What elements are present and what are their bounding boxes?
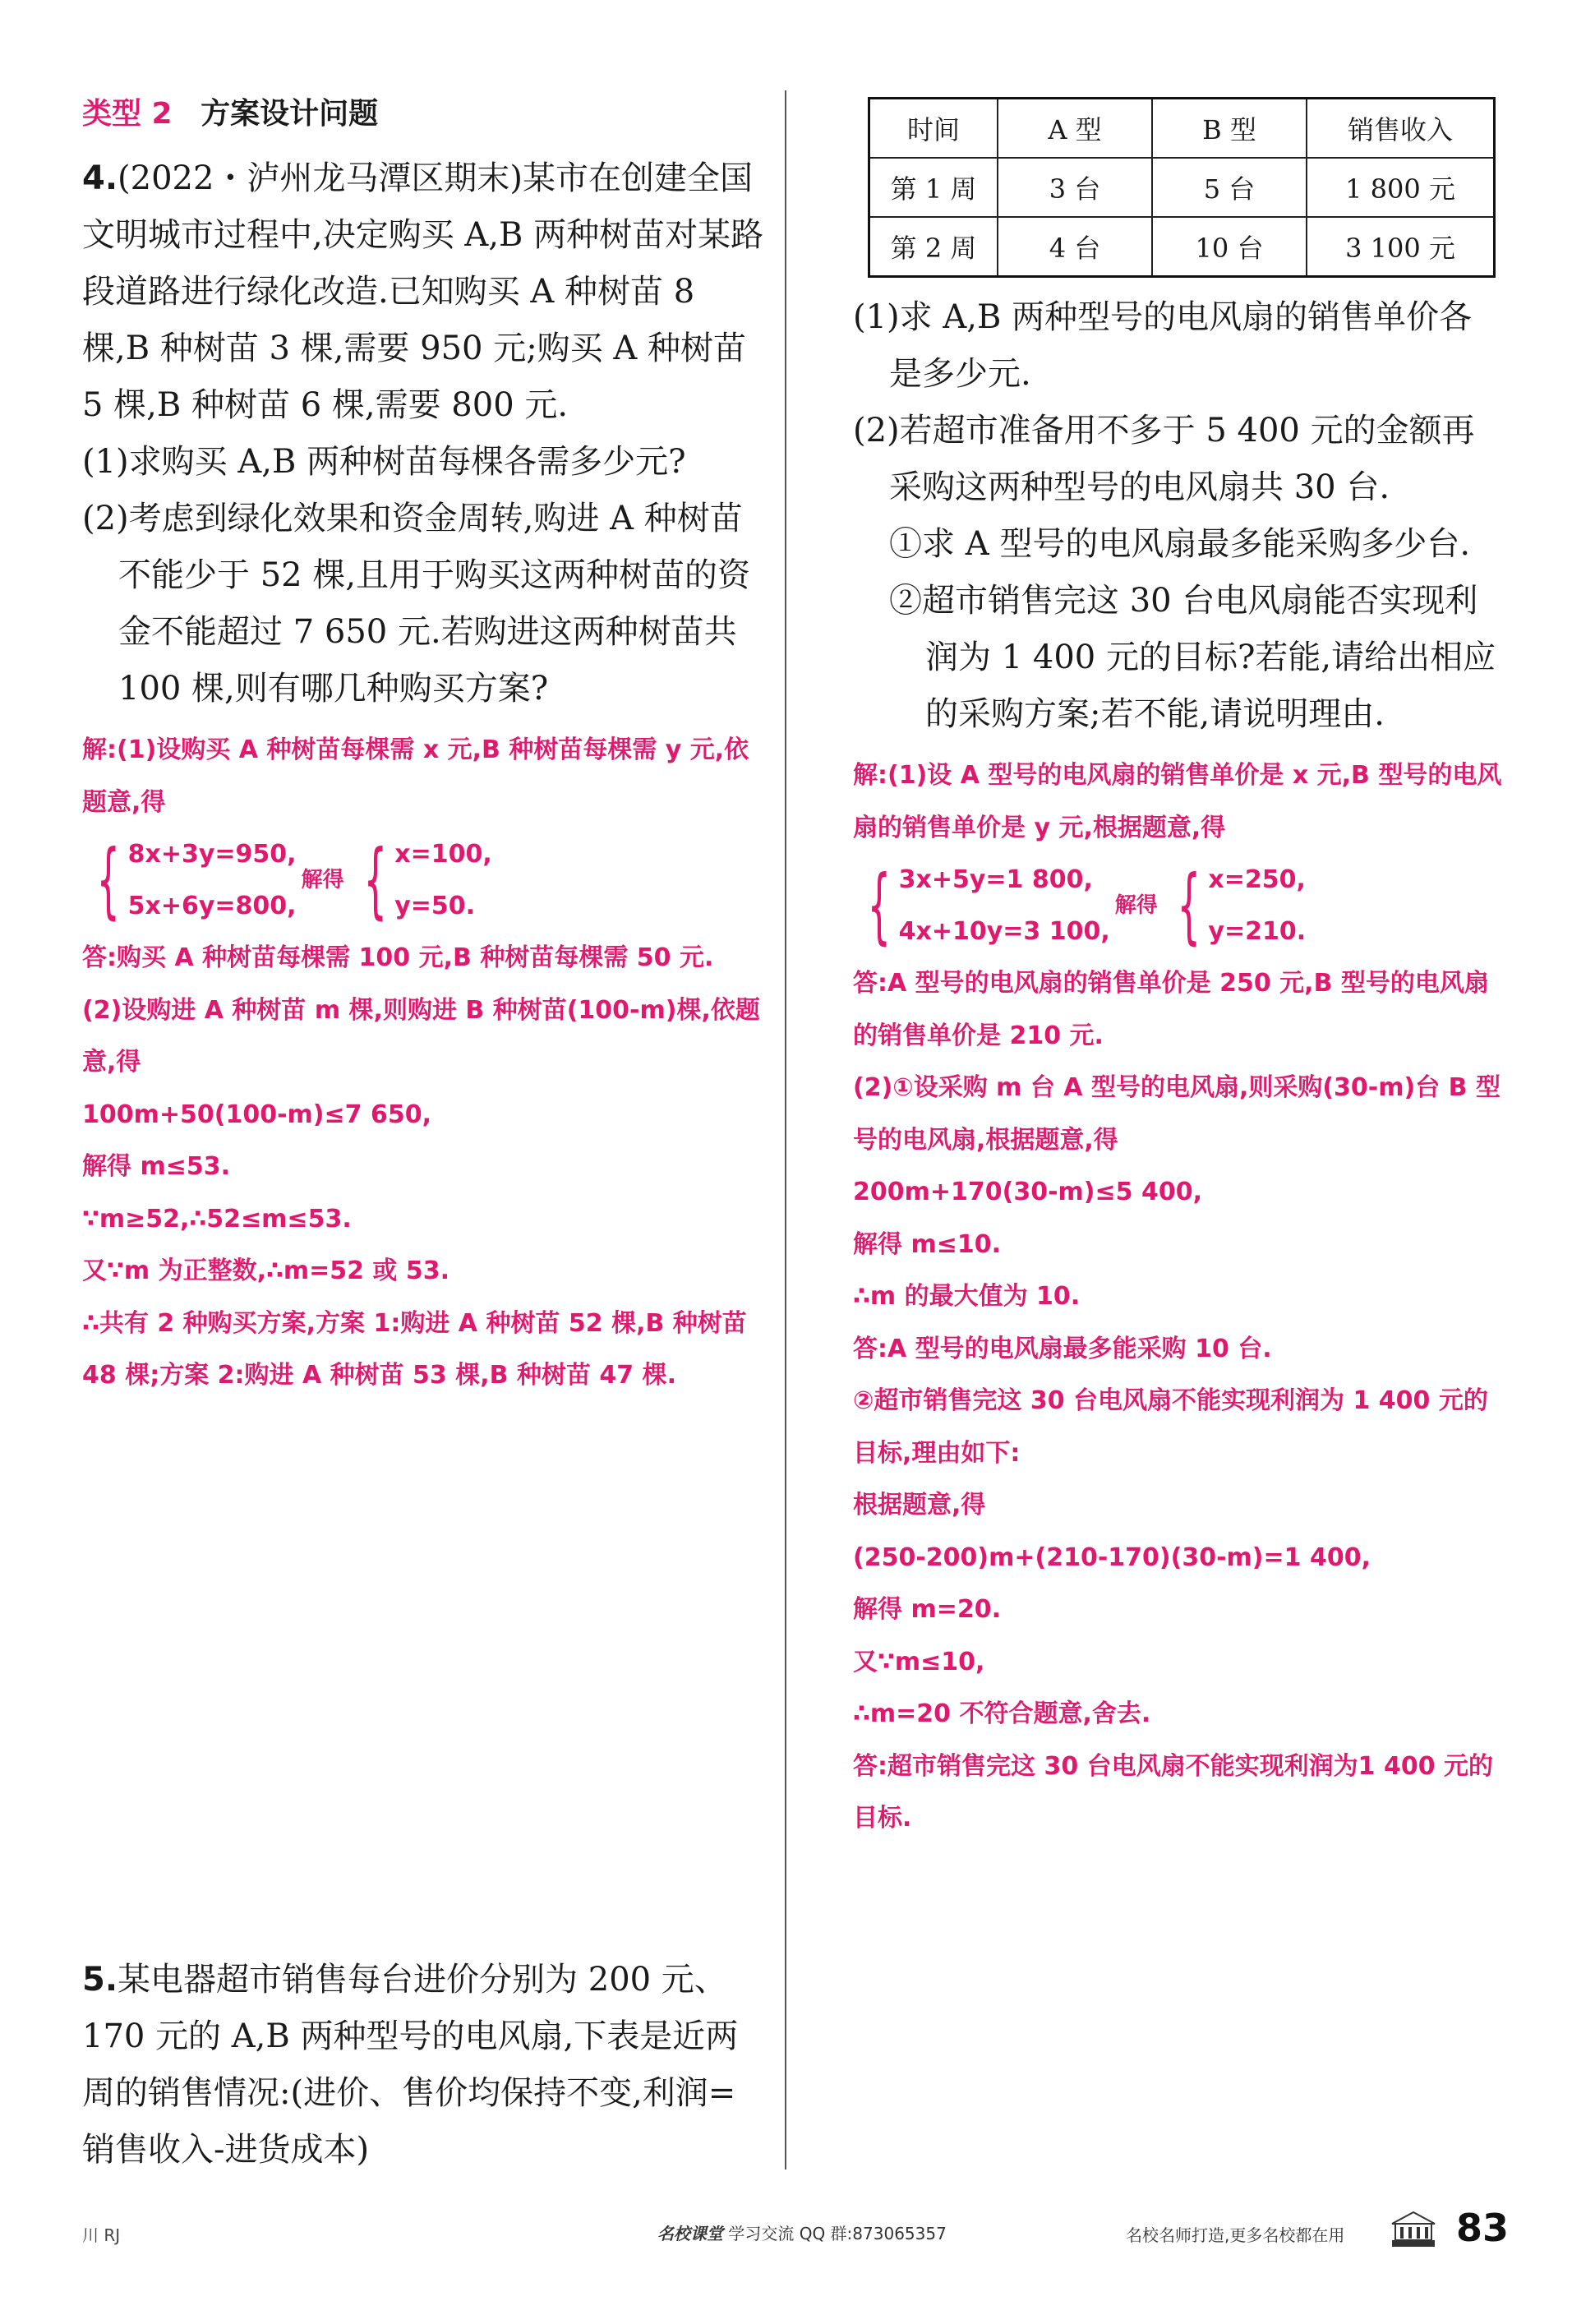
equation: 8x+3y=950, (127, 840, 297, 869)
answer-line: 又∵m≤10, (853, 1647, 985, 1676)
solve-label: 解得 (1114, 892, 1158, 918)
answer-line: ∵m≥52,∴52≤m≤53. (82, 1204, 352, 1233)
q4-answer (82, 724, 764, 1402)
table-cell: 第 2 周 (869, 217, 998, 277)
answer-line: 又∵m 为正整数,∴m=52 或 53. (82, 1257, 450, 1285)
q5-sub2: (2)若超市准备用不多于 5 400 元的金额再采购这两种型号的电风扇共 30 台. (853, 412, 1475, 506)
answer-line: 100m+50(100-m)≤7 650, (82, 1100, 431, 1129)
table-row (869, 158, 1495, 217)
equation-system (82, 828, 764, 932)
table-header: A 型 (998, 99, 1152, 159)
q5-sub2a: ①求 A 型号的电风扇最多能采购多少台. (889, 525, 1471, 563)
page-footer (0, 2206, 1595, 2260)
type-label: 类型 2 (82, 97, 173, 131)
q5-stem: 某电器超市销售每台进价分别为 200 元、170 元的 A,B 两种型号的电风扇,下表是近两周的销售情况:(进价、售价均保持不变,利润=销售收入-进货成本) (82, 1961, 739, 2169)
page-number: 83 (1456, 2206, 1510, 2250)
answer-line: 解得 m=20. (853, 1595, 1001, 1624)
q4-sub1: (1)求购买 A,B 两种树苗每棵各需多少元? (82, 443, 686, 481)
equation: x=250, (1208, 865, 1306, 894)
qq-group-text: 学习交流 QQ 群:873065357 (728, 2224, 947, 2243)
answer-line: (250-200)m+(210-170)(30-m)=1 400, (853, 1542, 1371, 1572)
table-cell: 3 台 (998, 158, 1152, 217)
table-header-row (869, 99, 1495, 159)
q4-number: 4. (82, 159, 118, 197)
table-header: B 型 (1152, 99, 1307, 159)
question-4 (82, 150, 764, 717)
left-brace: { (96, 832, 121, 928)
school-logo-icon (1389, 2211, 1438, 2248)
q4-stem-block (82, 150, 764, 434)
table-header: 时间 (869, 99, 998, 159)
right-column (853, 97, 1502, 1845)
answer-line: ∴共有 2 种购买方案,方案 1:购进 A 种树苗 52 棵,B 种树苗 48 棵;方案 2:购进 A 种树苗 53 棵,B 种树苗 47 棵. (82, 1308, 747, 1390)
left-brace: { (1177, 857, 1201, 953)
table-cell: 5 台 (1152, 158, 1307, 217)
q5-number: 5. (82, 1961, 118, 1999)
footer-qq-group (657, 2220, 947, 2244)
equation: 3x+5y=1 800, (898, 865, 1093, 894)
answer-line: 答:购买 A 种树苗每棵需 100 元,B 种树苗每棵需 50 元. (82, 943, 714, 972)
q4-stem: (2022・泸州龙马潭区期末)某市在创建全国文明城市过程中,决定购买 A,B 两种树苗对某路段道路进行绿化改造.已知购买 A 种树苗 8 棵,B 种树苗 3 棵,需要 950 元;购买 A 种树苗 5 棵,B 种树苗 6 棵,需要 800 元. (82, 159, 764, 424)
table-cell: 10 台 (1152, 217, 1307, 277)
table-header: 销售收入 (1307, 99, 1495, 159)
answer-line: (2)设购进 A 种树苗 m 棵,则购进 B 种树苗(100-m)棵,依题意,得 (82, 995, 760, 1077)
sales-table (868, 97, 1496, 278)
footer-slogan: 名校名师打造,更多名校都在用 (1126, 2225, 1345, 2245)
table-cell: 第 1 周 (869, 158, 998, 217)
brand-name: 名校课堂 (657, 2224, 723, 2243)
section-heading (82, 90, 764, 132)
answer-line: ∴m 的最大值为 10. (853, 1282, 1081, 1311)
left-brace: { (363, 832, 387, 928)
answer-line: 解:(1)设购买 A 种树苗每棵需 x 元,B 种树苗每棵需 y 元,依题意,得 (82, 735, 749, 817)
table-cell: 1 800 元 (1307, 158, 1495, 217)
q4-sub2: (2)考虑到绿化效果和资金周转,购进 A 种树苗不能少于 52 棵,且用于购买这两种树苗的资金不能超过 7 650 元.若购进这两种树苗共 100 棵,则有哪几种购买方案? (82, 500, 751, 708)
answer-line: 答:A 型号的电风扇最多能采购 10 台. (853, 1334, 1272, 1363)
q5-sub1: (1)求 A,B 两种型号的电风扇的销售单价各是多少元. (853, 298, 1473, 393)
table-cell: 4 台 (998, 217, 1152, 277)
answer-line: ∴m=20 不符合题意,舍去. (853, 1699, 1151, 1728)
answer-line: (2)①设采购 m 台 A 型号的电风扇,则采购(30-m)台 B 型号的电风扇,根据题意,得 (853, 1073, 1500, 1155)
equation: y=210. (1208, 917, 1307, 946)
answer-line: 解:(1)设 A 型号的电风扇的销售单价是 x 元,B 型号的电风扇的销售单价是 y 元,根据题意,得 (853, 761, 1502, 842)
q5-answer (853, 749, 1502, 1845)
question-5 (82, 1952, 764, 2179)
equation: 4x+10y=3 100, (898, 917, 1110, 946)
left-column (82, 90, 764, 2169)
answer-line: ②超市销售完这 30 台电风扇不能实现利润为 1 400 元的目标,理由如下: (853, 1386, 1488, 1468)
equation: x=100, (394, 840, 492, 869)
answer-line: 答:A 型号的电风扇的销售单价是 250 元,B 型号的电风扇的销售单价是 210 元. (853, 969, 1489, 1050)
left-brace: { (867, 857, 892, 953)
equation: 5x+6y=800, (127, 892, 297, 920)
answer-line: 答:超市销售完这 30 台电风扇不能实现利润为1 400 元的目标. (853, 1751, 1494, 1833)
equation-system (853, 854, 1502, 957)
equation: y=50. (394, 892, 476, 920)
column-divider (785, 90, 786, 2170)
q5-sub2b: ②超市销售完这 30 台电风扇能否实现利润为 1 400 元的目标?若能,请给出相应的采购方案;若不能,请说明理由. (889, 582, 1496, 733)
q5-subquestions (853, 289, 1502, 743)
answer-line: 解得 m≤10. (853, 1229, 1001, 1259)
edition-label: 川 RJ (82, 2225, 121, 2245)
answer-line: 根据题意,得 (853, 1491, 986, 1519)
table-cell: 3 100 元 (1307, 217, 1495, 277)
type-title: 方案设计问题 (201, 97, 379, 131)
table-row (869, 217, 1495, 277)
solve-label: 解得 (301, 867, 344, 892)
answer-line: 200m+170(30-m)≤5 400, (853, 1178, 1202, 1206)
answer-line: 解得 m≤53. (82, 1152, 230, 1181)
